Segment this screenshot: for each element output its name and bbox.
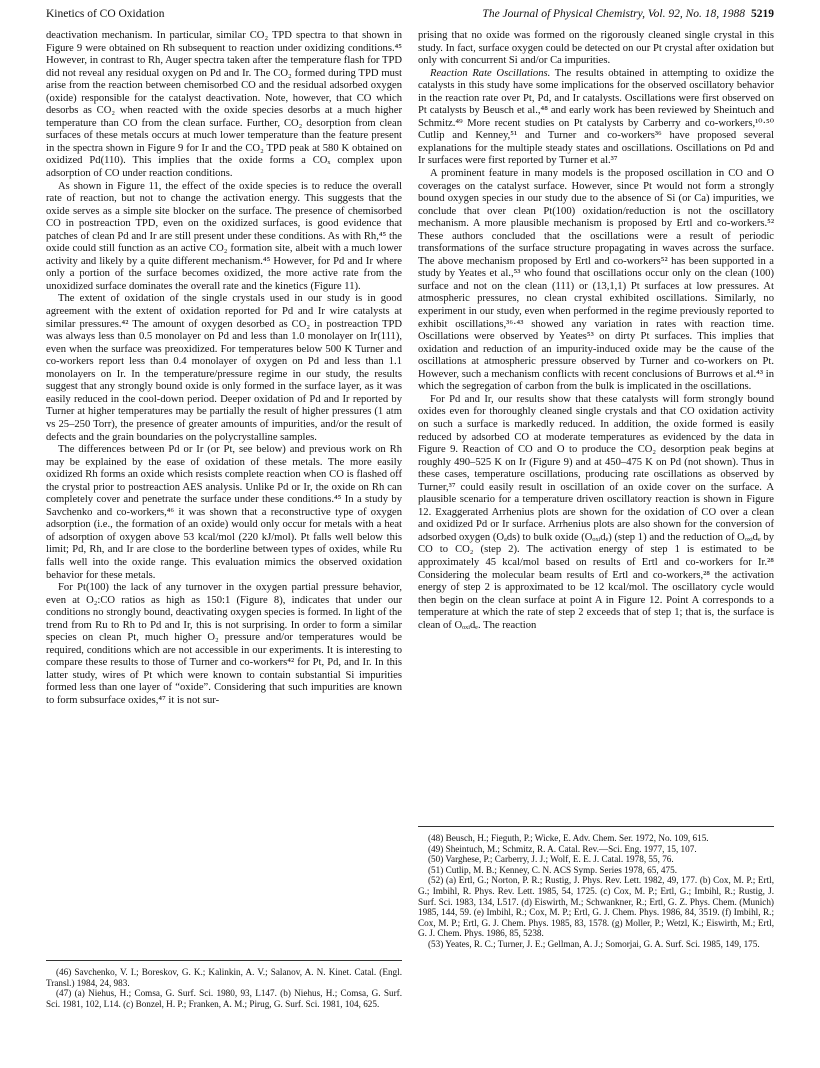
footnotes-left — [46, 960, 402, 1009]
paragraph: A prominent feature in many models is the proposed oscillation in CO and O coverages on the catalyst surface. However, since Pt would not form a strongly bound oxygen species in our study due to the absence of Si (or Ca) impurities, we conclude that over clean Pt(100) oxidation/reduction is not the oscillatory mechanism. A more plausible mechanism is proposed by Ertl and co-workers.⁵² These authors concluded that the oscillations were a result of periodic transformations of the surface structure propagating in waves across the surface. The above mechanism proposed by Ertl and co-workers⁵² has been supported in a study by Yeates et al.,⁵³ who found that oscillations occur only on the clean (100) surface and not on the clean (111) or (13,1,1) Pt surfaces at low pressures. At atmospheric pressures, no clean crystal exhibited oscillations. Similarly, no experiment in our study, even when performed in the regime previously reported to exhibit oscillations,³⁶·⁴³ showed any variation in rates with reaction time. Oscillations were observed by Yeates⁵³ on dirty Pt surfaces. This implies that oxidation and reduction of an impurity-induced oxide may be the cause of the oscillations at atmospheric pressure observed by Turner and co-workers on Pt. However, such a mechanism conflicts with recent conclusions of Burrows et al.⁴³ in which the segregation of carbon from the bulk is implicated in the oscillations. — [418, 168, 774, 393]
paragraph: For Pd and Ir, our results show that these catalysts will form strongly bound oxides even for thoroughly cleaned single crystals and that CO oxidation activity on such a surface is markedly reduced. In addition, the oxide formed is easily reduced by adsorbed CO at moderate temperatures as evidenced by the data in Figure 9. Reaction of CO and O to produce the CO₂ desorption peak begins at roughly 490–525 K on Ir (Figure 9) and at 450–475 K on Pd (not shown). Thus in these cases, temperature oscillations, producing rate oscillations as observed by Turner,³⁷ could easily result in oscillation of an oxide cover on the surface. A plausible scenario for a temperature driven oscillatory reaction is shown in Figure 12. Exaggerated Arrhenius plots are shown for the oxidation of CO over a clean and oxidized Pd or Ir surface. Arrhenius plots are also shown for the conversion of adsorbed oxygen (Oₐds) to bulk oxide (Oₒₓᵢdₑ) (step 1) and the reduction of Oₒₓᵢdₑ by CO to CO₂ (step 2). The activation energy of step 1 is estimated to be approximately 45 kcal/mol based on results of Ertl and co-workers for Ir.²⁸ Considering the molecular beam results of Ertl and co-workers,²⁸ the activation energy of step 2 is approximated to be 12 kcal/mol. The oscillatory cycle would then begin on the clean surface at point A in Figure 12. Point A corresponds to a temperature at which the rate of step 2 exceeds that of step 1; that is, the surface is clean of Oₒₓᵢdₑ. The reaction — [418, 393, 774, 631]
reference: (50) Varghese, P.; Carberry, J. J.; Wolf, E. E. J. Catal. 1978, 55, 76. — [428, 854, 674, 865]
page-number: 5219 — [751, 8, 774, 20]
paragraph: deactivation mechanism. In particular, similar CO₂ TPD spectra to that shown in Figure 9 were obtained on Rh subsequent to reaction under oxidizing conditions.⁴⁵ However, in contrast to Rh, Auger spectra taken after the temperature flash for TPD did not reveal any residual oxygen on Pd and Ir. The CO₂ formed during TPD must arise from the reaction between chemisorbed CO and the residual adsorbed oxygen (oxide) responsible for the catalyst deactivation. Note, however, that CO which desorbs as CO₂ when reacted with the oxide species desorbs at a much higher temperature than CO from the clean surface. Further, CO₂ desorption from clean surfaces of these metals occurs at much lower temperature than the feature present in the spectra shown in Figure 9 for Ir and the CO₂ TPD peak at 580 K obtained on oxidized Pd(110). This implies that the oxide forms a COₓ complex upon adsorption of CO under reaction conditions. — [46, 30, 402, 180]
paragraph-section-reaction-rate-oscillations — [418, 68, 774, 168]
journal-name: The Journal of Physical Chemistry, Vol. 92, No. 18, 1988 — [482, 8, 745, 20]
reference: (47) (a) Niehus, H.; Comsa, G. Surf. Sci. 1980, 93, L147. (b) Niehus, H.; Comsa, G. Surf. Sci. 1981, 102, L14. (c) Bonzel, H. P.; Franken, A. M.; Pirug, G. Surf. Sci. 1981, 104, 625. — [46, 988, 402, 1009]
left-column — [46, 30, 402, 708]
reference: (53) Yeates, R. C.; Turner, J. E.; Gellman, A. J.; Somorjai, G. A. Surf. Sci. 1985, 149, 175. — [428, 938, 760, 949]
reference: (49) Sheintuch, M.; Schmitz, R. A. Catal. Rev.—Sci. Eng. 1977, 15, 107. — [428, 843, 697, 854]
reference: (48) Beusch, H.; Fieguth, P.; Wicke, E. Adv. Chem. Ser. 1972, No. 109, 615. — [428, 833, 709, 843]
running-title: Kinetics of CO Oxidation — [46, 8, 165, 20]
paragraph: For Pt(100) the lack of any turnover in the oxygen partial pressure behavior, even at O₂:CO ratios as high as 150:1 (Figure 8), indicates that under our conditions no strongly bound, deactivating oxygen species is formed. In light of the trend from Ru to Rh to Pd and Ir, this is not surprising. In order to form a similar species on clean Pt, much higher O₂ pressure and/or temperatures would be required, conditions which are not accessible in our experiments. It is interesting to compare these results to those of Turner and co-workers⁴² for Pt, Pd, and Ir. In this latter study, wires of Pt which were known to contain substantial Si impurities formed less than one layer of “oxide”. Considering that such impurities are known to form subsurface oxides,⁴⁷ it is not sur- — [46, 582, 402, 706]
paragraph-text: The results obtained in attempting to oxidize the catalysts in this study have some implications for the observed oscillatory behavior in the reaction rate over Pt, Pd, and Ir catalysts. Oscillations were first observed on Pt catalysts by Beusch et al.,⁴⁸ and early work has been reviewed by Sheintuch and Schmitz.⁴⁹ More recent studies on Pt catalysts by Carberry and co-workers,¹⁰·⁵⁰ Cutlip and Kenney,⁵¹ and Turner and co-workers³⁶ have proposed several explanations for the multiple steady states and oscillations. Oscillations on Pd and Ir surfaces were first reported by Turner et al.³⁷ — [418, 67, 775, 167]
paragraph: The differences between Pd or Ir (or Pt, see below) and previous work on Rh may be explained by the ease of oxidation of these metals. The more easily oxidized Rh forms an oxide which resists complete reaction when CO is flashed off the crystal prior to postreaction AES analysis. Unlike Pd or Ir, the oxide on Rh can completely cover and penetrate the surface under these conditions.⁴⁵ In a study by Savchenko and co-workers,⁴⁶ it was shown that a reconstructive type of oxygen adsorption (i.e., the formation of an oxide) would only occur for metals with a heat of adsorption of oxygen above 53 kcal/mol (220 kJ/mol). Pt falls well below this limit; Pd, Rh, and Ir are close to the borderline between types of oxides, while Ru falls well into the oxide range. This evaluation mimics the observed oxidation behavior for these metals. — [46, 444, 402, 581]
reference: (51) Cutlip, M. B.; Kenney, C. N. ACS Symp. Series 1978, 65, 475. — [428, 864, 678, 875]
paragraph: As shown in Figure 11, the effect of the oxide species is to reduce the overall rate of reaction, but not to change the activation energy. This suggests that the oxide serves as a simple site blocker on the surface. The presence of chemisorbed CO in postreaction TPD, even on the oxidized surfaces, is good evidence that patches of clean Pd and Ir are still present under these conditions. As with Rh,⁴⁵ the oxide could still function as an active CO₂ formation site, albeit with a much lower activity and likely by a quite different mechanism.⁴⁵ However, for Pd and Ir where only a portion of the surface becomes oxidized, the more active rate from the unoxidized surface dominates the overall rate and the kinetics (Figure 11). — [46, 180, 402, 292]
page-header — [46, 8, 774, 24]
reference: (52) (a) Ertl, G.; Norton, P. R.; Rustig, J. Phys. Rev. Lett. 1982, 49, 177. (b) Cox, M. P.; Ertl, G.; Imbihl, R. Phys. Rev. Lett. 1985, 54, 1725. (c) Cox, M. P.; Ertl, G.; Imbihl, R.; Rustig, J. Surf. Sci. 1983, 134, L517. (d) Eiswirth, M.; Schwankner, R.; Ertl, G. Z. Phys. Chem. (Munich) 1985, 144, 59. (e) Imbihl, R.; Cox, M. P.; Ertl, G. J. Chem. Phys. 1986, 84, 3519. (f) Imbihl, R.; Cox, M. P.; Ertl, G. J. Chem. Phys. 1985, 83, 1578. (g) Moller, P.; Wetzl, K.; Eiswirth, M.; Ertl, G. J. Chem. Phys. 1986, 85, 5238. — [418, 875, 774, 939]
paragraph: The extent of oxidation of the single crystals used in our study is in good agreement with the extent of oxidation reported for Pd and Ir wire catalysts at similar pressures.⁴² The amount of oxygen desorbed as CO₂ in postreaction TPD was always less than 0.5 monolayer on Pd and less than 1.0 monolayer on Ir(111), even when the surface was preoxidized. For temperatures below 500 K Turner and co-workers report less than 0.4 monolayer of oxygen on Pd and less than 1.1 monolayers on Ir. In the temperature/pressure regime in our study, the results suggest that any strongly bound oxide is only formed in the surface layer, as it was easily reduced in the cool-down period. Deeper oxidation of Pd and Ir reported by Turner at higher temperatures may be partially the result of higher pressures (1 atm vs 25–250 Torr), the presence of greater amounts of impurities, and/or the result of defects and the grain boundaries on the polycrystalline samples. — [46, 293, 402, 443]
journal-citation — [482, 8, 774, 20]
reference: (46) Savchenko, V. I.; Boreskov, G. K.; Kalinkin, A. V.; Salanov, A. N. Kinet. Catal. (Engl. Transl.) 1984, 24, 983. — [46, 967, 402, 988]
right-column — [418, 30, 774, 632]
paragraph: prising that no oxide was formed on the rigorously cleaned single crystal in this study. In fact, surface oxygen could be detected on our Pt crystal after oxidation but only with concurrent Si and/or Ca impurities. — [418, 30, 774, 67]
footnotes-right — [418, 826, 774, 950]
section-runin-heading: Reaction Rate Oscillations. — [430, 67, 551, 79]
